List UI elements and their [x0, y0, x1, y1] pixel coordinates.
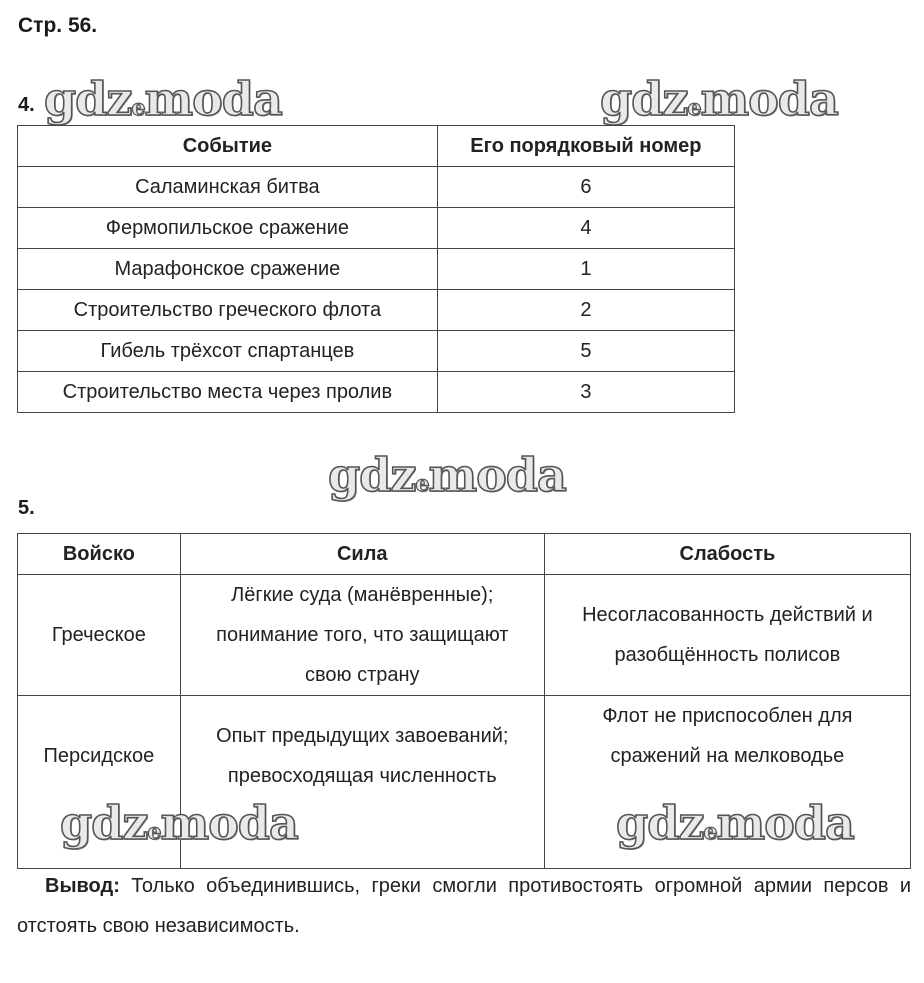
- page-title: Стр. 56.: [18, 14, 98, 37]
- strength-line: Лёгкие суда (манёвренные);: [231, 584, 494, 606]
- event-cell: Строительство места через пролив: [18, 372, 438, 413]
- table-row: [18, 208, 735, 249]
- watermark-logo-tail: moda: [716, 796, 854, 850]
- table-header-row: [18, 534, 911, 575]
- watermark-logo-tail: moda: [700, 72, 838, 126]
- watermark-logo: [600, 72, 838, 126]
- army-cell: Греческое: [18, 575, 181, 696]
- table-row: [18, 331, 735, 372]
- watermark-logo-tail: moda: [428, 448, 566, 502]
- watermark-logo-main: gdz: [44, 72, 132, 126]
- watermark-logo-dot: e: [703, 819, 717, 845]
- column-header-event: Событие: [18, 126, 438, 167]
- watermark-logo-main: gdz: [328, 448, 416, 502]
- strength-line: понимание того, что защищают: [216, 624, 509, 646]
- weakness-line: разобщённость полисов: [614, 644, 841, 666]
- table-header-row: [18, 126, 735, 167]
- watermark-logo: [60, 796, 298, 850]
- watermark-logo-dot: e: [415, 471, 429, 497]
- conclusion-paragraph: [17, 866, 911, 946]
- watermark-logo-main: gdz: [60, 796, 148, 850]
- watermark-logo-main: gdz: [616, 796, 704, 850]
- order-number-cell: 6: [437, 167, 734, 208]
- weakness-line: сражений на мелководье: [610, 745, 845, 767]
- strength-line: Опыт предыдущих завоеваний;: [216, 725, 509, 747]
- watermark-logo-main: gdz: [600, 72, 688, 126]
- strength-cell: [180, 575, 544, 696]
- weakness-line: Несогласованность действий и: [582, 604, 873, 626]
- task-5-number: 5.: [18, 497, 35, 519]
- column-header-strength: Сила: [180, 534, 544, 575]
- event-cell: Марафонское сражение: [18, 249, 438, 290]
- order-number-cell: 2: [437, 290, 734, 331]
- event-cell: Фермопильское сражение: [18, 208, 438, 249]
- column-header-order-number: Его порядковый номер: [437, 126, 734, 167]
- table-row: [18, 167, 735, 208]
- watermark-logo-tail: moda: [144, 72, 282, 126]
- strength-line: превосходящая численность: [227, 765, 497, 787]
- watermark-logo-tail: moda: [160, 796, 298, 850]
- conclusion-label: Вывод:: [45, 875, 120, 897]
- weakness-line: Флот не приспособлен для: [602, 705, 853, 727]
- watermark-logo-dot: e: [131, 95, 145, 121]
- task-4-number: 4.: [18, 94, 35, 116]
- event-cell: Строительство греческого флота: [18, 290, 438, 331]
- event-cell: Гибель трёхсот спартанцев: [18, 331, 438, 372]
- watermark-logo-dot: e: [147, 819, 161, 845]
- army-cell: Персидское: [18, 696, 181, 869]
- watermark-logo: [616, 796, 854, 850]
- watermark-logo: [44, 72, 282, 126]
- watermark-logo-dot: e: [687, 95, 701, 121]
- table-row: [18, 249, 735, 290]
- weakness-cell: [544, 575, 910, 696]
- table-row: [18, 372, 735, 413]
- strength-line: свою страну: [305, 664, 420, 686]
- order-number-cell: 4: [437, 208, 734, 249]
- order-number-cell: 3: [437, 372, 734, 413]
- column-header-army: Войско: [18, 534, 181, 575]
- conclusion-text: Только объединившись, греки смогли противостоять огромной армии персов и отстоять свою независимость.: [17, 875, 911, 937]
- table-row: [18, 575, 911, 696]
- watermark-logo: [328, 448, 566, 502]
- order-number-cell: 1: [437, 249, 734, 290]
- table-row: [18, 290, 735, 331]
- order-number-cell: 5: [437, 331, 734, 372]
- event-cell: Саламинская битва: [18, 167, 438, 208]
- events-order-table: [17, 125, 735, 413]
- column-header-weakness: Слабость: [544, 534, 910, 575]
